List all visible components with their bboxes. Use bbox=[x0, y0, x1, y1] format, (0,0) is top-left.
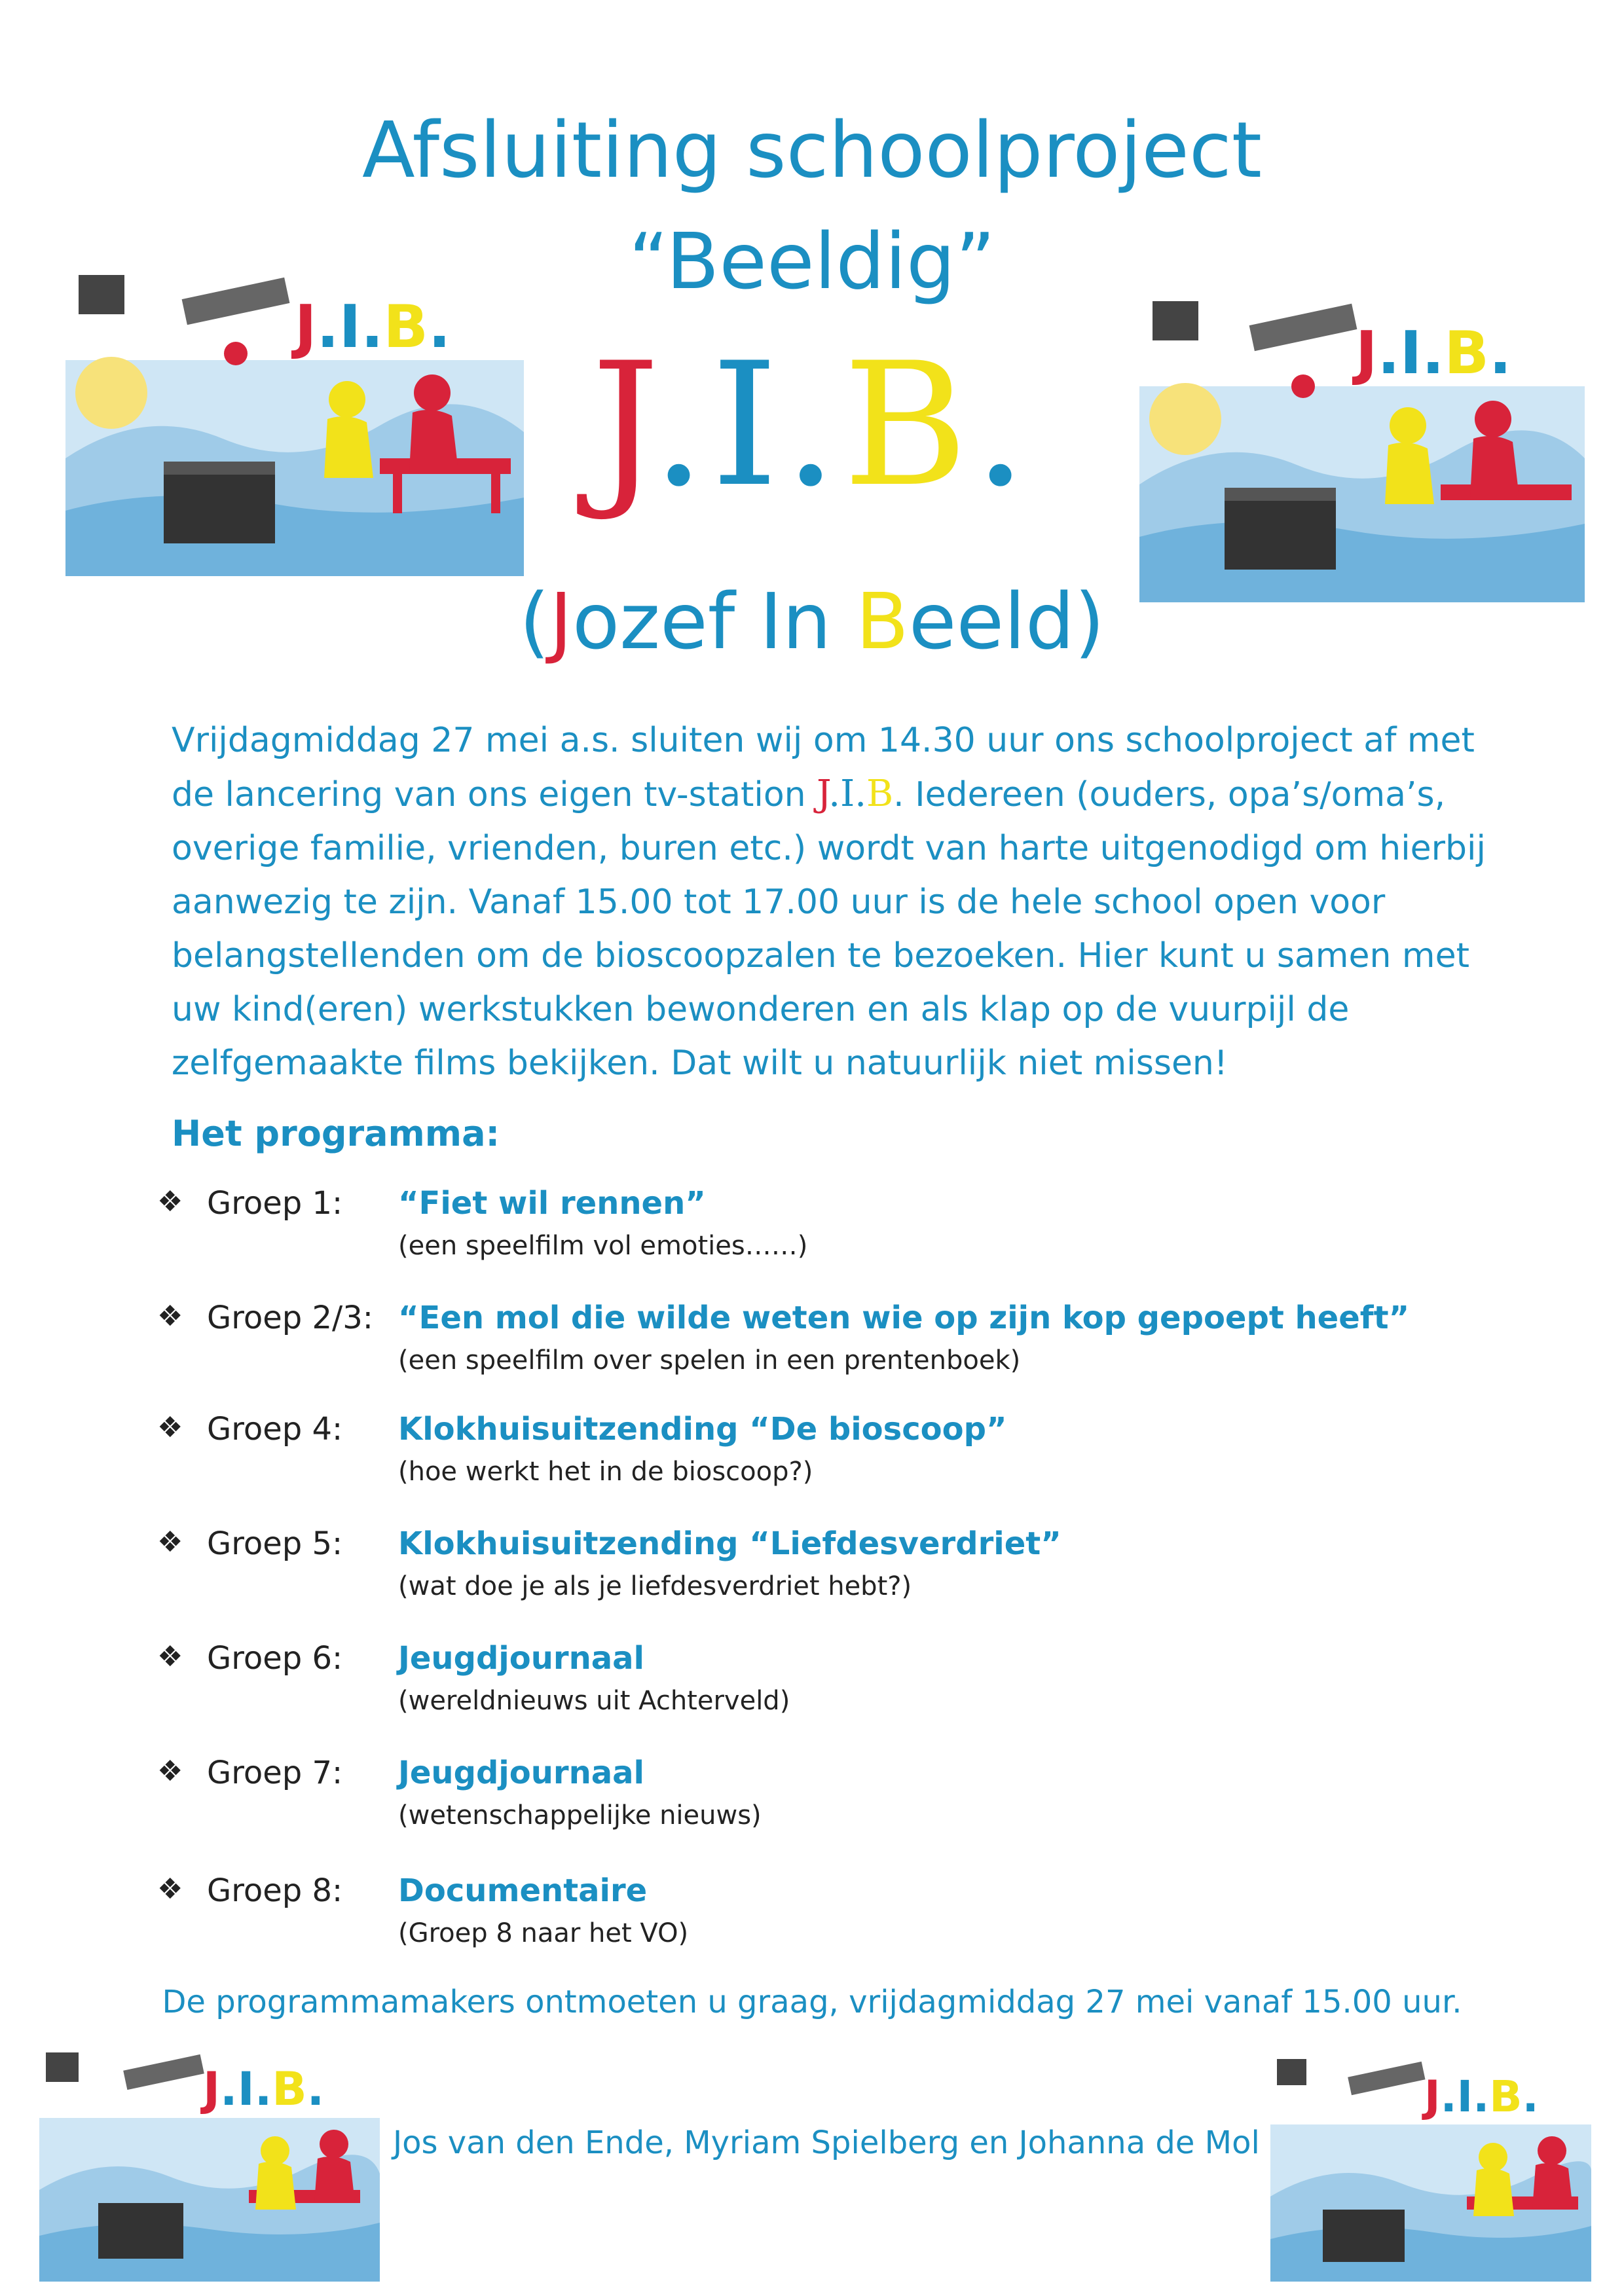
illustration-letter-j: J bbox=[1356, 319, 1378, 388]
illustration-letter-j: J bbox=[295, 293, 317, 361]
illustration-dot: . bbox=[361, 293, 384, 361]
illustration-dot: . bbox=[428, 293, 451, 361]
program-title: Documentaire bbox=[398, 1872, 648, 1909]
illustration-letter-b: B bbox=[1489, 2071, 1522, 2122]
illustration-dot: . bbox=[254, 2062, 272, 2116]
subtitle-word-jozef: ozef bbox=[572, 576, 760, 666]
illustration-letter-b: B bbox=[272, 2062, 307, 2116]
subtitle-paren-open: ( bbox=[519, 576, 550, 666]
jib-illustration-top-left bbox=[65, 262, 524, 576]
jib-letter-i: I bbox=[710, 327, 784, 524]
program-groep: Groep 2/3: bbox=[207, 1300, 373, 1336]
program-groep: Groep 8: bbox=[207, 1872, 343, 1909]
title-line-1: Afsluiting schoolproject bbox=[362, 105, 1262, 195]
svg-text:J.I.B. bbox=[291, 293, 451, 361]
program-desc: (wetenschappelijke nieuws) bbox=[398, 1800, 762, 1831]
program-heading: Het programma: bbox=[172, 1113, 500, 1154]
bullet-icon: ❖ bbox=[157, 1755, 183, 1788]
illustration-letter-i: I bbox=[339, 293, 361, 361]
jib-dot-1: . bbox=[652, 327, 711, 524]
illustration-letter-j: J bbox=[203, 2062, 221, 2116]
illustration-dot: . bbox=[1489, 319, 1512, 388]
program-groep: Groep 6: bbox=[207, 1640, 343, 1677]
intro-part-1: Vrijdagmiddag 27 mei a.s. sluiten wij om 14.30 uur ons schoolproject af met de lancering van ons eigen tv-station bbox=[172, 721, 1475, 814]
program-groep: Groep 5: bbox=[207, 1525, 343, 1562]
illustration-letter-j: J bbox=[1424, 2071, 1441, 2122]
illustration-dot: . bbox=[306, 2062, 325, 2116]
bullet-icon: ❖ bbox=[157, 1300, 183, 1333]
program-groep: Groep 4: bbox=[207, 1411, 343, 1448]
program-title: Klokhuisuitzending “Liefdesverdriet” bbox=[398, 1525, 1061, 1562]
illustration-letter-b: B bbox=[383, 293, 429, 361]
illustration-dot: . bbox=[1422, 319, 1445, 388]
program-title: Jeugdjournaal bbox=[398, 1755, 644, 1791]
program-groep: Groep 1: bbox=[207, 1185, 343, 1222]
illustration-letter-i: I bbox=[1399, 319, 1422, 388]
intro-part-2: . Iedereen (ouders, opa’s/oma’s, overige familie, vrienden, buren etc.) wordt van harte uitgenodigd om hierbij aanwezig te zijn. Vanaf 15.00 tot 17.00 uur is de hele school open voor belangstellenden om de bioscoopzalen te bezoeken. Hier kunt u samen met uw kind(eren) werkstukken bewonderen en als klap op de vuurpijl de zelfgemaakte films bekijken. Dat wilt u natuurlijk niet missen! bbox=[172, 775, 1486, 1083]
jib-illustration-top-right bbox=[1139, 288, 1585, 602]
jib-dot-2: . bbox=[783, 327, 843, 524]
intro-paragraph bbox=[172, 714, 1514, 1090]
bullet-icon: ❖ bbox=[157, 1525, 183, 1559]
bullet-icon: ❖ bbox=[157, 1185, 183, 1218]
program-desc: (wereldnieuws uit Achterveld) bbox=[398, 1686, 790, 1716]
subtitle-letter-b: B bbox=[855, 576, 909, 666]
illustration-dot: . bbox=[1377, 319, 1400, 388]
program-title: “Fiet wil rennen” bbox=[398, 1185, 706, 1222]
inline-jib-i: I bbox=[840, 773, 855, 815]
illustration-letter-i: I bbox=[1456, 2071, 1473, 2122]
inline-jib-b: B bbox=[866, 773, 894, 815]
bullet-icon: ❖ bbox=[157, 1640, 183, 1673]
subtitle-word-in: n bbox=[782, 576, 856, 666]
title-line-2: “Beeldig” bbox=[628, 216, 996, 306]
program-title: Jeugdjournaal bbox=[398, 1640, 644, 1677]
program-groep: Groep 7: bbox=[207, 1755, 343, 1791]
subtitle-letter-i: I bbox=[759, 576, 783, 666]
subtitle-paren-close: ) bbox=[1074, 576, 1105, 666]
subtitle-word-beeld: eeld bbox=[908, 576, 1075, 666]
illustration-dot: . bbox=[316, 293, 339, 361]
jib-illustration-bottom-right bbox=[1270, 2052, 1591, 2282]
bullet-icon: ❖ bbox=[157, 1411, 183, 1444]
jib-illustration-bottom-left bbox=[39, 2046, 380, 2282]
illustration-letter-i: I bbox=[237, 2062, 255, 2116]
svg-text:J.I.B. bbox=[1352, 319, 1511, 388]
program-desc: (hoe werkt het in de bioscoop?) bbox=[398, 1457, 813, 1487]
svg-text:J.I.B. bbox=[1422, 2071, 1539, 2122]
inline-jib-dot-1: . bbox=[828, 773, 841, 815]
subtitle-letter-j: J bbox=[549, 576, 573, 666]
closing-line: De programmamakers ontmoeten u graag, vrijdagmiddag 27 mei vanaf 15.00 uur. bbox=[162, 1984, 1462, 2020]
program-desc: (wat doe je als je liefdesverdriet hebt?) bbox=[398, 1571, 912, 1601]
program-desc: (een speelfilm vol emoties……) bbox=[398, 1231, 808, 1261]
illustration-dot: . bbox=[1522, 2071, 1539, 2122]
bullet-icon: ❖ bbox=[157, 1872, 183, 1906]
illustration-dot: . bbox=[1440, 2071, 1457, 2122]
jib-letter-b: B bbox=[843, 327, 974, 524]
program-desc: (Groep 8 naar het VO) bbox=[398, 1918, 689, 1948]
signature: Jos van den Ende, Myriam Spielberg en Johanna de Mol bbox=[393, 2124, 1260, 2161]
program-title: Klokhuisuitzending “De bioscoop” bbox=[398, 1411, 1007, 1448]
illustration-dot: . bbox=[220, 2062, 238, 2116]
program-desc: (een speelfilm over spelen in een prentenboek) bbox=[398, 1345, 1021, 1376]
svg-text:J.I.B. bbox=[200, 2062, 324, 2116]
illustration-letter-b: B bbox=[1444, 319, 1490, 388]
inline-jib-dot-2: . bbox=[855, 773, 867, 815]
jib-letter-j: J bbox=[591, 327, 652, 524]
program-title: “Een mol die wilde weten wie op zijn kop gepoept heeft” bbox=[398, 1300, 1410, 1336]
illustration-dot: . bbox=[1473, 2071, 1490, 2122]
jib-dot-3: . bbox=[973, 327, 1033, 524]
inline-jib-j: J bbox=[817, 773, 829, 815]
